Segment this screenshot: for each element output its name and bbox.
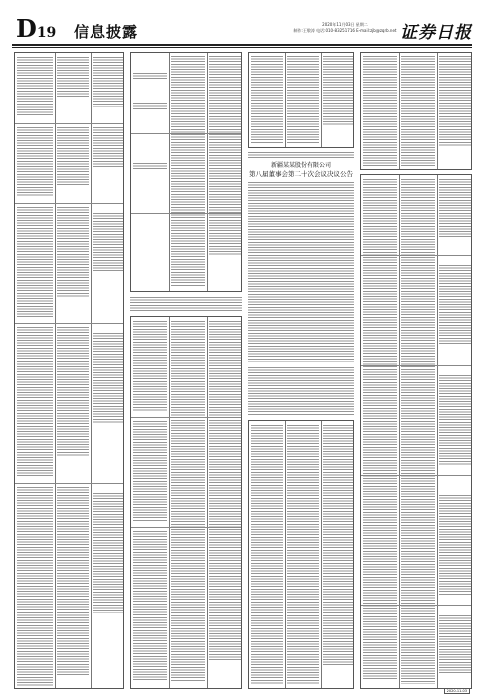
page-letter: D	[16, 14, 37, 43]
table-3b	[248, 420, 354, 689]
page-number-digits: 19	[36, 25, 57, 41]
table-2b	[130, 316, 242, 689]
company-name: 新疆某某股份有限公司	[270, 162, 331, 169]
table-4b	[360, 174, 472, 689]
table-3a	[248, 52, 354, 148]
column-4	[360, 52, 472, 689]
column-2	[130, 52, 242, 689]
section-title: 信息披露	[74, 23, 139, 41]
table-1	[14, 52, 124, 689]
page-footer-marker: 2020-11-03	[444, 688, 470, 694]
notice-title: 第八届董事会第二十次会议决议公告	[249, 170, 353, 178]
page-number	[16, 16, 56, 46]
page-header	[12, 14, 472, 48]
contact-line: 制作:王敬涛 电话:010-83251716 E-mail:zjb@zqrb.net	[293, 28, 397, 33]
page-body	[14, 52, 472, 689]
header-rule-thin	[12, 47, 472, 48]
column-1	[14, 52, 124, 689]
header-rule	[12, 44, 472, 46]
table-2a	[130, 52, 242, 292]
newspaper-logo: 证券日报	[400, 23, 472, 43]
column-3	[248, 52, 354, 689]
date-line: 2020年11月03日 星期二	[322, 22, 368, 27]
feature-notice-heading	[248, 162, 354, 178]
header-meta	[270, 22, 420, 34]
table-4a	[360, 52, 472, 170]
